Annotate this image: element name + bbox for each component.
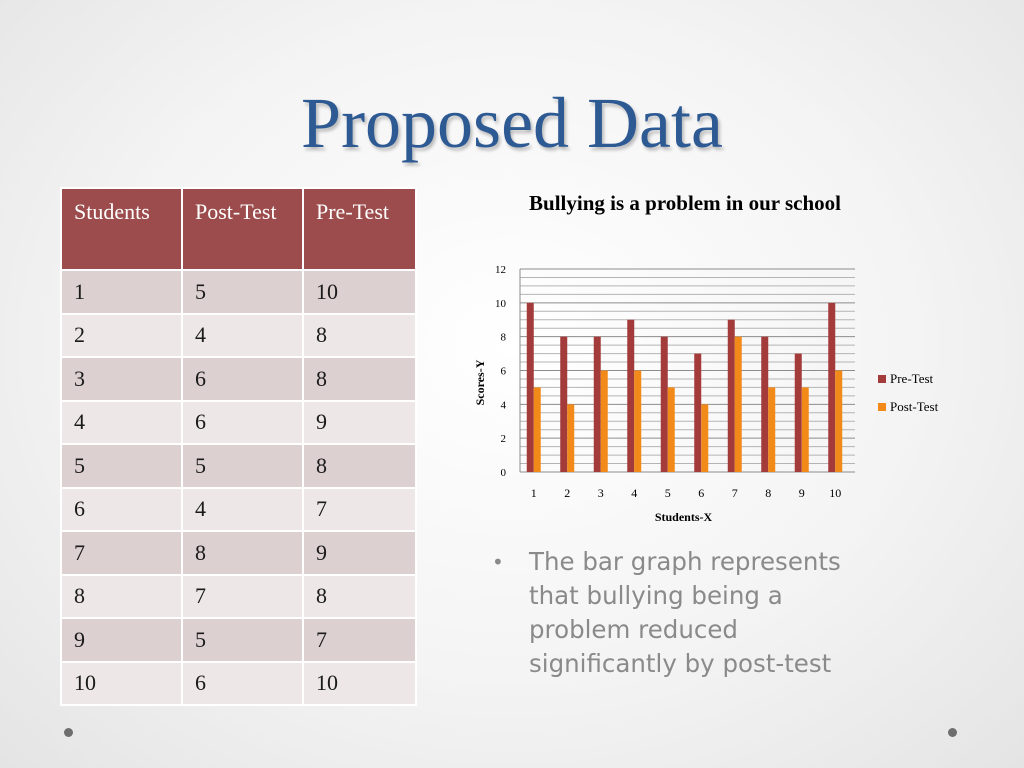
table-cell: 5 [182,270,303,314]
bar-post-test [701,404,708,472]
table-cell: 7 [303,488,416,532]
y-axis-label: Scores-Y [473,359,487,406]
y-tick-label: 12 [495,264,506,276]
table-cell: 8 [182,531,303,575]
table-cell: 1 [61,270,182,314]
table-cell: 7 [182,575,303,619]
chart-title: Bullying is a problem in our school [529,191,841,215]
table-cell: 7 [303,618,416,662]
table-row [61,314,416,358]
bar-post-test [768,387,775,472]
slide-title: Proposed Data [301,83,723,163]
table-row [61,401,416,445]
bar-post-test [835,371,842,473]
bar-pre-test [627,320,634,472]
x-tick-label: 9 [798,486,805,500]
table-cell: 5 [182,618,303,662]
bar-post-test [634,371,641,473]
x-tick-label: 3 [597,486,604,500]
table-cell: 8 [303,314,416,358]
table-cell: 10 [303,270,416,314]
table-row [61,531,416,575]
bar-pre-test [661,337,668,472]
table-cell: 2 [61,314,182,358]
bar-pre-test [795,354,802,472]
bar-post-test [668,387,675,472]
table-cell: 8 [303,444,416,488]
x-axis-label: Students-X [654,510,713,524]
corner-dot-left-icon [64,728,73,737]
header-post-test: Post-Test [182,188,303,270]
bar-pre-test [560,337,567,472]
table-cell: 8 [303,357,416,401]
x-tick-label: 10 [829,486,842,500]
x-tick-label: 1 [530,486,537,500]
table-cell: 4 [182,488,303,532]
table-row [61,270,416,314]
table-cell: 5 [182,444,303,488]
x-tick-label: 2 [564,486,571,500]
y-tick-label: 4 [500,399,506,412]
bar-pre-test [694,354,701,472]
table-cell: 6 [61,488,182,532]
x-tick-label: 5 [664,486,671,500]
legend-label: Pre-Test [890,371,934,386]
bar-post-test [802,387,809,472]
table-header-row [61,188,416,270]
table-cell: 4 [182,314,303,358]
bar-pre-test [828,303,835,472]
y-tick-label: 2 [500,433,506,446]
table-cell: 9 [61,618,182,662]
table-cell: 9 [303,401,416,445]
bar-pre-test [594,337,601,472]
bar-post-test [567,404,574,472]
y-tick-label: 6 [500,365,506,378]
bar-post-test [534,387,541,472]
bar-pre-test [527,303,534,472]
table-cell: 10 [61,662,182,706]
legend-swatch [878,375,886,383]
bar-post-test [601,371,608,473]
table-cell: 5 [61,444,182,488]
table-cell: 4 [61,401,182,445]
x-tick-label: 6 [698,486,705,500]
bar-post-test [735,337,742,472]
bar-pre-test [728,320,735,472]
data-table [60,187,417,706]
table-cell: 6 [182,662,303,706]
table-cell: 8 [303,575,416,619]
x-tick-label: 4 [631,486,638,500]
table-cell: 9 [303,531,416,575]
bullet-text: The bar graph represents that bullying being a problem reduced significantly by post-test [529,547,841,678]
table-cell: 6 [182,401,303,445]
table-cell: 7 [61,531,182,575]
table-cell: 6 [182,357,303,401]
x-tick-label: 8 [765,486,772,500]
table-row [61,357,416,401]
table-row [61,575,416,619]
bar-chart [460,255,960,535]
bullet-dot-icon: • [492,550,504,574]
header-students: Students [61,188,182,270]
table-cell: 3 [61,357,182,401]
y-tick-label: 0 [500,467,506,479]
y-tick-label: 10 [495,297,506,310]
y-tick-label: 8 [500,331,506,344]
x-tick-label: 7 [731,486,738,500]
bar-pre-test [761,337,768,472]
legend-swatch [878,403,886,411]
table-row [61,618,416,662]
table-cell: 10 [303,662,416,706]
table-row [61,444,416,488]
table-row [61,662,416,706]
table-cell: 8 [61,575,182,619]
corner-dot-right-icon [948,728,957,737]
header-pre-test: Pre-Test [303,188,416,270]
legend-label: Post-Test [890,399,939,414]
table-row [61,488,416,532]
